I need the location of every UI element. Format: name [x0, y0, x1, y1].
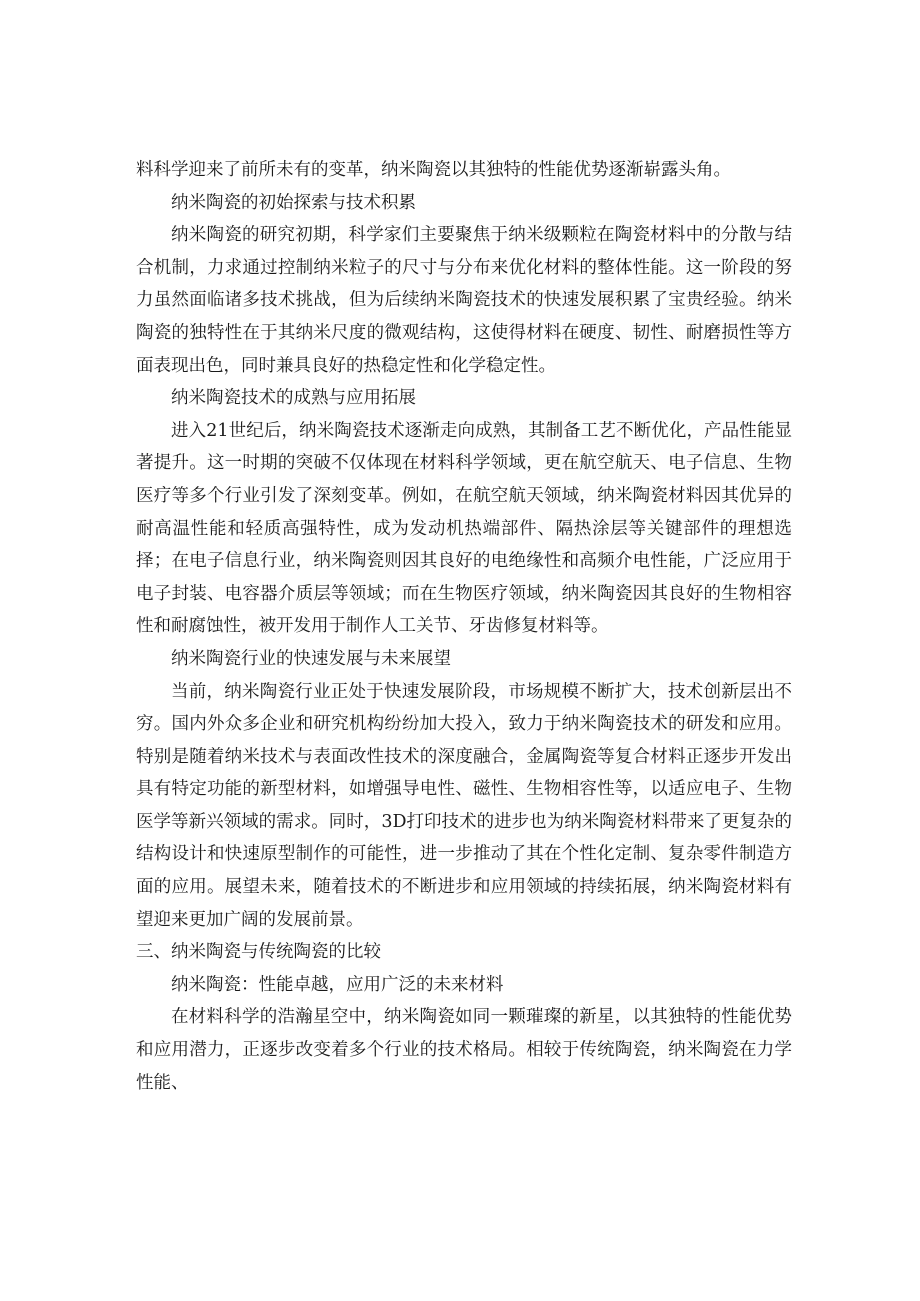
subheading-nano-ceramics-performance: 纳米陶瓷：性能卓越，应用广泛的未来材料 — [171, 974, 504, 995]
paragraph-nano-ceramics-performance: 在材料科学的浩瀚星空中，纳米陶瓷如同一颗璀璨的新星，以其独特的性能优势和应用潜力，正逐步改变着多个行业的技术格局。相较于传统陶瓷，纳米陶瓷在力学性能、 — [136, 1007, 792, 1093]
section-heading-comparison: 三、纳米陶瓷与传统陶瓷的比较 — [136, 942, 381, 963]
subheading-initial-exploration: 纳米陶瓷的初始探索与技术积累 — [171, 192, 416, 213]
paragraph-industry-outlook: 当前，纳米陶瓷行业正处于快速发展阶段，市场规模不断扩大，技术创新层出不穷。国内外众多企业和研究机构纷纷加大投入，致力于纳米陶瓷技术的研发和应用。特别是随着纳米技术与表面改性技术的深度融合，金属陶瓷等复合材料正逐步开发出具有特定功能的新型材料，如增强导电性、磁性、生物相容性等，以适应电子、生物医学等新兴领域的需求。同时，3D打印技术的进步也为纳米陶瓷材料带来了更复杂的结构设计和快速原型制作的可能性，进一步推动了其在个性化定制、复杂零件制造方面的应用。展望未来，随着技术的不断进步和应用领域的持续拓展，纳米陶瓷材料有望迎来更加广阔的发展前景。 — [136, 681, 792, 930]
paragraph-initial-exploration: 纳米陶瓷的研究初期，科学家们主要聚焦于纳米级颗粒在陶瓷材料中的分散与结合机制，力求通过控制纳米粒子的尺寸与分布来优化材料的整体性能。这一阶段的努力虽然面临诸多技术挑战，但为后续纳米陶瓷技术的快速发展积累了宝贵经验。纳米陶瓷的独特性在于其纳米尺度的微观结构，这使得材料在硬度、韧性、耐磨损性等方面表现出色，同时兼具良好的热稳定性和化学稳定性。 — [136, 225, 792, 376]
paragraph-continued: 料科学迎来了前所未有的变革，纳米陶瓷以其独特的性能优势逐渐崭露头角。 — [136, 160, 731, 180]
subheading-industry-outlook: 纳米陶瓷行业的快速发展与未来展望 — [171, 648, 451, 669]
document-body — [136, 154, 792, 1099]
subheading-technology-maturity: 纳米陶瓷技术的成熟与应用拓展 — [171, 388, 416, 409]
paragraph-technology-maturity: 进入21世纪后，纳米陶瓷技术逐渐走向成熟，其制备工艺不断优化，产品性能显著提升。这一时期的突破不仅体现在材料科学领域，更在航空航天、电子信息、生物医疗等多个行业引发了深刻变革。例如，在航空航天领域，纳米陶瓷材料因其优异的耐高温性能和轻质高强特性，成为发动机热端部件、隔热涂层等关键部件的理想选择；在电子信息行业，纳米陶瓷则因其良好的电绝缘性和高频介电性能，广泛应用于电子封装、电容器介质层等领域；而在生物医疗领域，纳米陶瓷因其良好的生物相容性和耐腐蚀性，被开发用于制作人工关节、牙齿修复材料等。 — [136, 420, 792, 637]
